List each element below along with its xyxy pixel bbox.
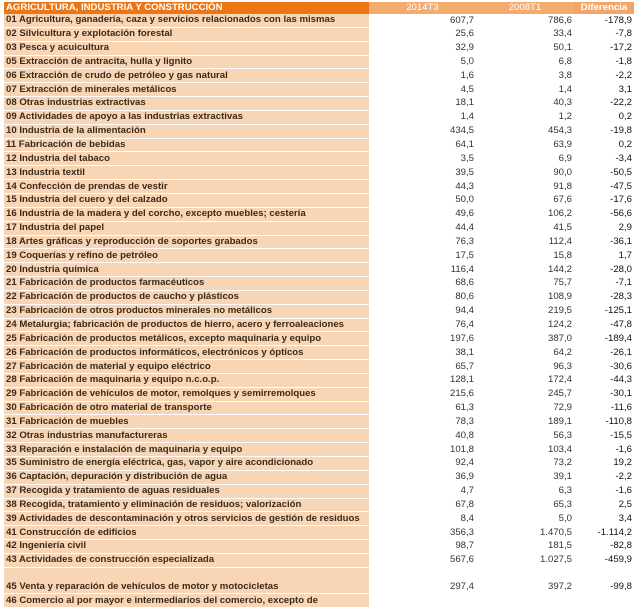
table-body [4,14,634,608]
row-label: 03 Pesca y acuicultura [4,41,369,55]
value-2008t1: 1.027,5 [476,553,574,567]
row-label: 12 Industria del tabaco [4,152,369,166]
value-2014t3: 78,3 [369,415,476,429]
value-2008t1: 75,7 [476,277,574,291]
table-row [4,318,634,332]
row-label: 43 Actividades de construcción especializada [4,553,369,567]
value-diferencia: -1,6 [574,443,634,457]
row-label: 14 Confección de prendas de vestir [4,180,369,194]
value-2008t1: 73,2 [476,457,574,471]
section-header: AGRICULTURA, INDUSTRIA Y CONSTRUCCIÓN [4,2,369,14]
value-2008t1: 181,5 [476,540,574,554]
value-2014t3: 80,6 [369,290,476,304]
table-row [4,360,634,374]
table-row [4,138,634,152]
row-label: 32 Otras industrias manufactureras [4,429,369,443]
table-row [4,346,634,360]
table-row [4,249,634,263]
data-table [4,2,634,608]
table-row [4,152,634,166]
value-2008t1: 96,3 [476,360,574,374]
value-2008t1: 172,4 [476,373,574,387]
value-2008t1: 40,3 [476,97,574,111]
value-2008t1: 63,9 [476,138,574,152]
value-2008t1: 33,4 [476,27,574,41]
value-diferencia: -82,8 [574,540,634,554]
value-diferencia: -26,1 [574,346,634,360]
row-label: 26 Fabricación de productos informáticos, electrónicos y ópticos [4,346,369,360]
value-2008t1: 6,3 [476,484,574,498]
table-row [4,290,634,304]
row-label: 02 Silvicultura y explotación forestal [4,27,369,41]
value-2008t1: 15,8 [476,249,574,263]
value-diferencia: -2,2 [574,470,634,484]
table-row [4,166,634,180]
table-row [4,470,634,484]
table-row [4,207,634,221]
value-diferencia: -17,2 [574,41,634,55]
value-diferencia: -47,5 [574,180,634,194]
value-diferencia: -459,9 [574,553,634,567]
value-diferencia: -28,0 [574,263,634,277]
value-2008t1: 103,4 [476,443,574,457]
value-diferencia: -50,5 [574,166,634,180]
value-diferencia: -44,3 [574,373,634,387]
row-label: 05 Extracción de antracita, hulla y lignito [4,55,369,69]
value-2008t1: 387,0 [476,332,574,346]
value-2014t3: 61,3 [369,401,476,415]
row-label: 42 Ingeniería civil [4,540,369,554]
table-row [4,277,634,291]
row-label: 36 Captación, depuración y distribución de agua [4,470,369,484]
table-row [4,27,634,41]
value-2014t3: 94,4 [369,304,476,318]
row-label: 20 Industria química [4,263,369,277]
row-label: 45 Venta y reparación de vehículos de motor y motocicletas [4,581,369,594]
row-label: 29 Fabricación de vehículos de motor, remolques y semirremolques [4,387,369,401]
value-2008t1: 72,9 [476,401,574,415]
value-2014t3: 67,8 [369,498,476,512]
value-2008t1: 39,1 [476,470,574,484]
value-2008t1: 124,2 [476,318,574,332]
table-row [4,14,634,27]
value-2008t1: 64,2 [476,346,574,360]
row-label: 25 Fabricación de productos metálicos, excepto maquinaria y equipo [4,332,369,346]
table-row [4,332,634,346]
value-diferencia: -19,8 [574,124,634,138]
row-label: 30 Fabricación de otro material de transporte [4,401,369,415]
value-2014t3: 68,6 [369,277,476,291]
value-2014t3: 101,8 [369,443,476,457]
row-label: 41 Construcción de edificios [4,526,369,540]
table-row [4,41,634,55]
value-diferencia: -3,4 [574,152,634,166]
table-row [4,415,634,429]
value-diferencia: -22,2 [574,97,634,111]
row-label: 27 Fabricación de material y equipo eléctrico [4,360,369,374]
value-2008t1: 397,2 [476,581,574,594]
value-2014t3: 92,4 [369,457,476,471]
value-diferencia: 3,4 [574,512,634,526]
value-2008t1: 144,2 [476,263,574,277]
value-2008t1 [476,567,574,580]
row-label: 28 Fabricación de maquinaria y equipo n.c.o.p. [4,373,369,387]
value-diferencia: -99,8 [574,581,634,594]
row-label: 38 Recogida, tratamiento y eliminación de residuos; valorización [4,498,369,512]
value-2014t3: 64,1 [369,138,476,152]
row-label: 33 Reparación e instalación de maquinaria y equipo [4,443,369,457]
table-row [4,581,634,594]
value-2014t3: 1,6 [369,69,476,83]
table-row [4,235,634,249]
value-diferencia: -17,6 [574,193,634,207]
value-2014t3: 4,5 [369,83,476,97]
value-diferencia: 2,9 [574,221,634,235]
table-row [4,526,634,540]
table-row [4,193,634,207]
row-label: 10 Industria de la alimentación [4,124,369,138]
table-row [4,443,634,457]
value-2014t3: 128,1 [369,373,476,387]
row-label: 21 Fabricación de productos farmacéuticos [4,277,369,291]
row-label: 13 Industria textil [4,166,369,180]
value-2008t1: 50,1 [476,41,574,55]
value-2014t3: 40,8 [369,429,476,443]
value-2008t1: 67,6 [476,193,574,207]
table-row [4,512,634,526]
table-row [4,401,634,415]
value-2014t3: 36,9 [369,470,476,484]
value-2008t1: 108,9 [476,290,574,304]
value-diferencia: -178,9 [574,14,634,27]
table-row [4,484,634,498]
value-2014t3: 607,7 [369,14,476,27]
value-2014t3: 215,6 [369,387,476,401]
value-2014t3: 38,1 [369,346,476,360]
value-diferencia: 0,2 [574,110,634,124]
value-diferencia: -7,1 [574,277,634,291]
value-2008t1: 1.470,5 [476,526,574,540]
value-2014t3: 197,6 [369,332,476,346]
row-label: 17 Industria del papel [4,221,369,235]
value-2014t3: 5,0 [369,55,476,69]
value-2014t3: 3,5 [369,152,476,166]
value-diferencia: -189,4 [574,332,634,346]
value-2014t3: 8,4 [369,512,476,526]
value-diferencia: -1.114,2 [574,526,634,540]
value-2014t3: 76,3 [369,235,476,249]
table-row [4,221,634,235]
value-2014t3 [369,567,476,580]
value-2008t1: 1,4 [476,83,574,97]
value-2008t1: 91,8 [476,180,574,194]
value-2008t1: 106,2 [476,207,574,221]
table-row [4,553,634,567]
value-2014t3: 32,9 [369,41,476,55]
table-row [4,304,634,318]
spreadsheet [4,2,634,608]
value-2014t3: 116,4 [369,263,476,277]
row-label: 11 Fabricación de bebidas [4,138,369,152]
column-header-diferencia: Diferencia [574,2,634,14]
value-2014t3: 567,6 [369,553,476,567]
value-2008t1: 3,8 [476,69,574,83]
row-label: 19 Coquerías y refino de petróleo [4,249,369,263]
value-2008t1: 6,9 [476,152,574,166]
value-2008t1: 786,6 [476,14,574,27]
table-row [4,55,634,69]
value-2008t1: 90,0 [476,166,574,180]
value-2014t3: 98,7 [369,540,476,554]
value-2008t1: 219,5 [476,304,574,318]
value-diferencia: -11,6 [574,401,634,415]
value-diferencia: -30,6 [574,360,634,374]
value-diferencia: -1,6 [574,484,634,498]
table-row [4,498,634,512]
value-2008t1: 56,3 [476,429,574,443]
value-2008t1: 112,4 [476,235,574,249]
value-diferencia: -30,1 [574,387,634,401]
table-row [4,373,634,387]
table-row [4,457,634,471]
value-2014t3: 49,6 [369,207,476,221]
row-label: 18 Artes gráficas y reproducción de soportes grabados [4,235,369,249]
row-label: 24 Metalurgia; fabricación de productos de hierro, acero y ferroaleaciones [4,318,369,332]
row-label: 37 Recogida y tratamiento de aguas residuales [4,484,369,498]
table-row [4,110,634,124]
value-diferencia: -1,8 [574,55,634,69]
value-diferencia: -36,1 [574,235,634,249]
value-2014t3: 356,3 [369,526,476,540]
row-label [4,567,369,580]
value-diferencia [574,567,634,580]
row-label: 08 Otras industrias extractivas [4,97,369,111]
row-label: 23 Fabricación de otros productos minerales no metálicos [4,304,369,318]
value-diferencia: -2,2 [574,69,634,83]
value-2014t3: 76,4 [369,318,476,332]
value-2014t3: 65,7 [369,360,476,374]
value-2008t1: 245,7 [476,387,574,401]
row-label: 31 Fabricación de muebles [4,415,369,429]
value-2014t3: 50,0 [369,193,476,207]
value-diferencia: -125,1 [574,304,634,318]
value-2014t3: 44,3 [369,180,476,194]
column-header-2008t1: 2008T1 [476,2,574,14]
table-row [4,387,634,401]
table-row [4,124,634,138]
value-2014t3: 1,4 [369,110,476,124]
value-2014t3 [369,594,476,608]
value-2008t1: 65,3 [476,498,574,512]
value-diferencia [574,594,634,608]
value-2014t3: 39,5 [369,166,476,180]
row-label: 22 Fabricación de productos de caucho y plásticos [4,290,369,304]
value-2014t3: 18,1 [369,97,476,111]
value-2008t1: 1,2 [476,110,574,124]
value-diferencia: -47,8 [574,318,634,332]
value-2014t3: 17,5 [369,249,476,263]
value-diferencia: -7,8 [574,27,634,41]
row-label: 15 Industria del cuero y del calzado [4,193,369,207]
value-diferencia: 2,5 [574,498,634,512]
row-label: 01 Agricultura, ganadería, caza y servicios relacionados con las mismas [4,14,369,27]
value-2014t3: 434,5 [369,124,476,138]
row-label: 39 Actividades de descontaminación y otros servicios de gestión de residuos [4,512,369,526]
value-diferencia: 19,2 [574,457,634,471]
value-diferencia: 1,7 [574,249,634,263]
value-2014t3: 297,4 [369,581,476,594]
value-diferencia: -110,8 [574,415,634,429]
table-row [4,567,634,580]
row-label: 16 Industria de la madera y del corcho, excepto muebles; cestería [4,207,369,221]
value-2014t3: 4,7 [369,484,476,498]
table-row [4,429,634,443]
table-row [4,83,634,97]
value-diferencia: -56,6 [574,207,634,221]
value-2008t1 [476,594,574,608]
value-2008t1: 5,0 [476,512,574,526]
table-row [4,594,634,608]
value-diferencia: -28,3 [574,290,634,304]
table-row [4,180,634,194]
value-2008t1: 454,3 [476,124,574,138]
value-diferencia: -15,5 [574,429,634,443]
value-diferencia: 0,2 [574,138,634,152]
row-label: 46 Comercio al por mayor e intermediarios del comercio, excepto de [4,594,369,608]
value-2008t1: 189,1 [476,415,574,429]
value-2014t3: 44,4 [369,221,476,235]
column-header-2014t3: 2014T3 [369,2,476,14]
table-row [4,97,634,111]
row-label: 06 Extracción de crudo de petróleo y gas natural [4,69,369,83]
table-row [4,263,634,277]
value-diferencia: 3,1 [574,83,634,97]
row-label: 09 Actividades de apoyo a las industrias extractivas [4,110,369,124]
header-row [4,2,634,14]
table-row [4,69,634,83]
value-2008t1: 41,5 [476,221,574,235]
value-2014t3: 25,6 [369,27,476,41]
row-label: 35 Suministro de energía eléctrica, gas, vapor y aire acondicionado [4,457,369,471]
row-label: 07 Extracción de minerales metálicos [4,83,369,97]
table-row [4,540,634,554]
value-2008t1: 6,8 [476,55,574,69]
